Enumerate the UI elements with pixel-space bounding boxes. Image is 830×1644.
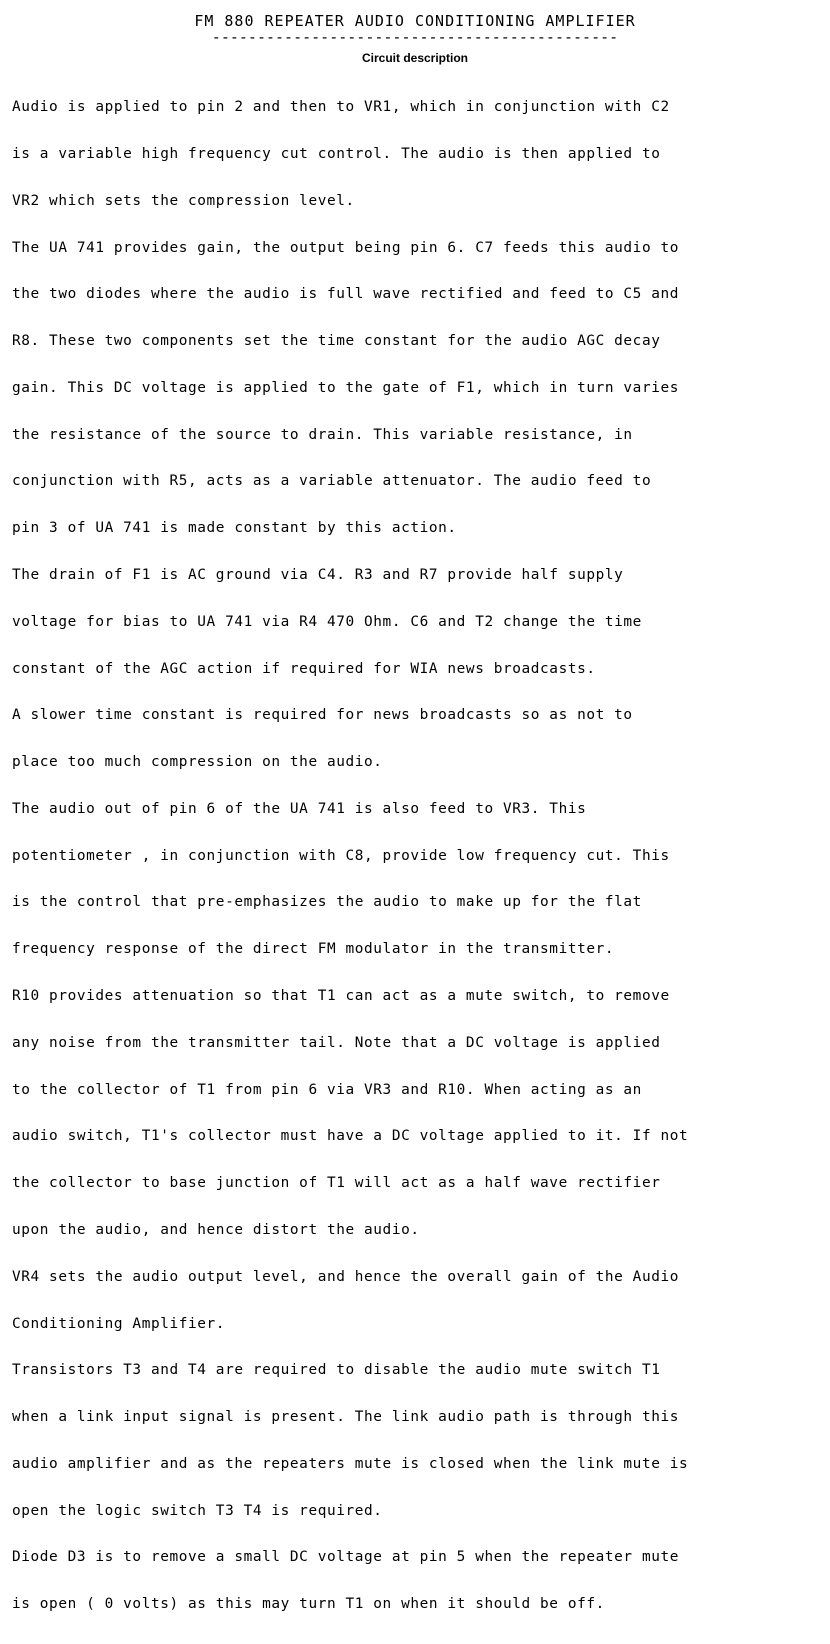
title-underline: --------------------------------------------- xyxy=(211,28,619,46)
body-line: The UA 741 provides gain, the output being pin 6. C7 feeds this audio to xyxy=(12,239,679,256)
body-line: voltage for bias to UA 741 via R4 470 Ohm. C6 and T2 change the time xyxy=(12,613,642,630)
body-line: gain. This DC voltage is applied to the gate of F1, which in turn varies xyxy=(12,379,679,396)
body-line: constant of the AGC action if required for WIA news broadcasts. xyxy=(12,660,596,677)
body-line: pin 3 of UA 741 is made constant by this action. xyxy=(12,520,457,537)
circuit-description-body xyxy=(12,69,828,1644)
body-line: The drain of F1 is AC ground via C4. R3 and R7 provide half supply xyxy=(12,567,624,583)
body-line: the collector to base junction of T1 will act as a half wave rectifier xyxy=(12,1175,661,1192)
body-line: Audio is applied to pin 2 and then to VR1, which in conjunction with C2 xyxy=(12,99,670,116)
body-line: potentiometer , in conjunction with C8, provide low frequency cut. This xyxy=(12,847,670,864)
body-line: conjunction with R5, acts as a variable attenuator. The audio feed to xyxy=(12,473,652,490)
body-line: the resistance of the source to drain. This variable resistance, in xyxy=(12,426,633,443)
body-line: is the control that pre-emphasizes the audio to make up for the flat xyxy=(12,894,642,911)
body-line: place too much compression on the audio. xyxy=(12,754,383,771)
body-line: when a link input signal is present. The link audio path is through this xyxy=(12,1409,679,1426)
body-line: R10 provides attenuation so that T1 can act as a mute switch, to remove xyxy=(12,988,670,1005)
body-line: frequency response of the direct FM modulator in the transmitter. xyxy=(12,941,615,958)
body-line: is open ( 0 volts) as this may turn T1 on when it should be off. xyxy=(12,1596,605,1613)
body-line: open the logic switch T3 T4 is required. xyxy=(12,1502,383,1519)
body-line: R8. These two components set the time constant for the audio AGC decay xyxy=(12,333,661,350)
body-line: VR4 sets the audio output level, and hence the overall gain of the Audio xyxy=(12,1268,679,1285)
body-line: is a variable high frequency cut control. The audio is then applied to xyxy=(12,145,661,162)
body-line: upon the audio, and hence distort the audio. xyxy=(12,1221,420,1238)
body-line: any noise from the transmitter tail. Note that a DC voltage is applied xyxy=(12,1034,661,1051)
body-line: to the collector of T1 from pin 6 via VR3 and R10. When acting as an xyxy=(12,1081,642,1098)
body-line: audio switch, T1's collector must have a DC voltage applied to it. If not xyxy=(12,1128,689,1145)
body-line: audio amplifier and as the repeaters mute is closed when the link mute is xyxy=(12,1455,689,1472)
body-line: Transistors T3 and T4 are required to disable the audio mute switch T1 xyxy=(12,1362,661,1379)
body-line: The audio out of pin 6 of the UA 741 is also feed to VR3. This xyxy=(12,800,587,817)
body-line: VR2 which sets the compression level. xyxy=(12,192,355,209)
document-subtitle: Circuit description xyxy=(361,51,468,65)
body-line: Diode D3 is to remove a small DC voltage at pin 5 when the repeater mute xyxy=(12,1549,679,1566)
document-title: FM 880 REPEATER AUDIO CONDITIONING AMPLIFIER xyxy=(194,12,636,30)
body-line: A slower time constant is required for news broadcasts so as not to xyxy=(12,707,633,724)
body-line: the two diodes where the audio is full wave rectified and feed to C5 and xyxy=(12,286,679,303)
body-line: Conditioning Amplifier. xyxy=(12,1315,226,1332)
